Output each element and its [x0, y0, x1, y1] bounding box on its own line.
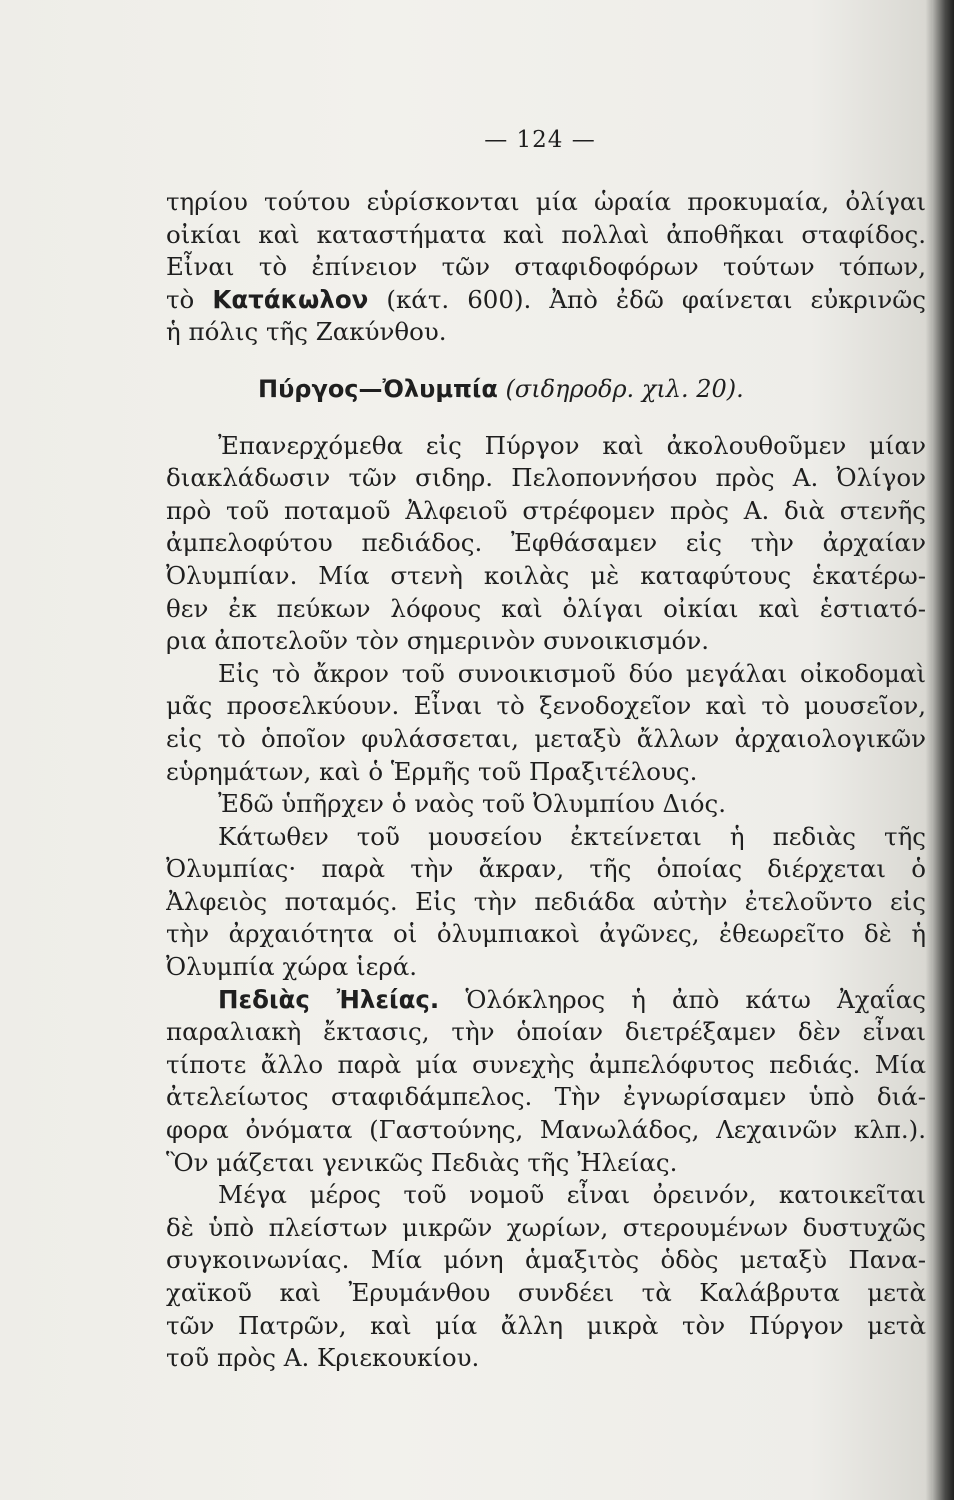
text-line: ἡ πόλις τῆς Ζακύνθου.: [166, 317, 447, 347]
text-line: τοῦ πρὸς Α. Κριεκουκίου.: [166, 1343, 480, 1373]
text-line: εὑρημάτων, καὶ ὁ Ἑρμῆς τοῦ Πραξιτέλους.: [166, 756, 698, 786]
text-line: Ἐδῶ ὑπῆρχεν ὁ ναὸς τοῦ Ὀλυμπίου Διός.: [218, 789, 727, 819]
text-line: Εἶναι τὸ ἐπίνειον τῶν σταφιδοφόρων τούτων τόπων,: [166, 252, 926, 282]
text-line-katakolo: [166, 284, 926, 317]
place-name-katakolo: Κατάκωλον: [212, 284, 369, 314]
text-line: Ὀλυμπία χώρα ἱερά.: [166, 952, 418, 982]
paragraph-nomos: [166, 1179, 926, 1375]
text-line: συγκοινωνίας. Μία μόνη ἁμαξιτὸς ὁδὸς μεταξὺ Πανα-: [166, 1245, 926, 1275]
text-line: τηρίου τούτου εὑρίσκονται μία ὡραία προκυμαία, ὀλίγαι: [166, 187, 926, 216]
text-line: Ἀλφειὸς ποταμός. Εἰς τὴν πεδιάδα αὐτὴν ἐτελοῦντο εἰς: [166, 886, 926, 916]
text-line: μᾶς προσελκύουν. Εἶναι τὸ ξενοδοχεῖον καὶ τὸ μουσεῖον,: [166, 691, 926, 721]
heading-title: Πύργος—Ὀλυμπία: [258, 374, 498, 403]
text-line-pedias: [166, 984, 926, 1017]
text-line: Μέγα μέρος τοῦ νομοῦ εἶναι ὀρεινόν, κατοικεῖται: [218, 1180, 926, 1210]
paragraph-museum: [166, 658, 926, 788]
section-run-in-heading: Πεδιὰς Ἠλείας.: [218, 984, 440, 1014]
paragraph-plain: [166, 821, 926, 984]
paragraph-temple: [166, 788, 926, 821]
paragraph-katakolo: [166, 186, 926, 349]
text-line: οἰκίαι καὶ καταστήματα καὶ πολλαὶ ἀποθῆκαι σταφίδος.: [166, 219, 926, 249]
paragraph-pedias-ileias: [166, 984, 926, 1180]
text-line: Ἐπανερχόμεθα εἰς Πύργον καὶ ἀκολουθοῦμεν μίαν: [218, 430, 926, 460]
text-fragment: (κάτ. 600). Ἀπὸ ἐδῶ φαίνεται εὐκρινῶς: [386, 284, 926, 314]
text-line: ἀμπελοφύτου πεδιάδος. Ἐφθάσαμεν εἰς τὴν ἀρχαίαν: [166, 528, 926, 558]
text-line: Ὀλυμπίαν. Μία στενὴ κοιλὰς μὲ καταφύτους ἑκατέρω-: [166, 560, 926, 590]
text-line: παραλιακὴ ἔκτασις, τὴν ὁποίαν διετρέξαμεν δὲν εἶναι: [166, 1017, 926, 1047]
text-line: δὲ ὑπὸ πλείστων μικρῶν χωρίων, στερουμένων δυστυχῶς: [166, 1212, 926, 1242]
text-line: θεν ἐκ πεύκων λόφους καὶ ὀλίγαι οἰκίαι καὶ ἑστιατό-: [166, 593, 926, 623]
paragraph-olympia: [166, 430, 926, 658]
text-line: τὴν ἀρχαιότητα οἱ ὀλυμπιακοὶ ἀγῶνες, ἐθεωρεῖτο δὲ ἡ: [166, 919, 926, 949]
text-line: τίποτε ἄλλο παρὰ μία συνεχὴς ἀμπελόφυτος πεδιάς. Μία: [166, 1049, 926, 1079]
text-fragment: τὸ: [166, 284, 195, 314]
text-line: Κάτωθεν τοῦ μουσείου ἐκτείνεται ἡ πεδιὰς τῆς: [218, 821, 926, 851]
page-body: [166, 186, 926, 1375]
text-line: τῶν Πατρῶν, καὶ μία ἄλλη μικρὰ τὸν Πύργον μετὰ: [166, 1310, 926, 1340]
text-line: πρὸ τοῦ ποταμοῦ Ἀλφειοῦ στρέφομεν πρὸς Α. διὰ στενῆς: [166, 495, 926, 525]
text-line: φορα ὀνόματα (Γαστούνης, Μανωλάδος, Λεχαινῶν κλπ.).: [166, 1115, 926, 1145]
text-line: Ὃν μάζεται γενικῶς Πεδιὰς τῆς Ἠλείας.: [166, 1147, 678, 1177]
page-number: — 124 —: [484, 127, 596, 153]
text-line: χαϊκοῦ καὶ Ἐρυμάνθου συνδέει τὰ Καλάβρυτα μετὰ: [166, 1278, 926, 1307]
section-heading-pyrgos-olympia: [166, 373, 926, 406]
text-line: Εἰς τὸ ἄκρον τοῦ συνοικισμοῦ δύο μεγάλαι οἰκοδομαὶ: [218, 658, 926, 688]
text-line: διακλάδωσιν τῶν σιδηρ. Πελοποννήσου πρὸς Α. Ὀλίγον: [166, 463, 926, 493]
text-line: Ὀλυμπίας· παρὰ τὴν ἄκραν, τῆς ὁποίας διέρχεται ὁ: [166, 854, 926, 884]
heading-subtitle: (σιδηροδρ. χιλ. 20).: [505, 374, 744, 403]
text-line: ἀτελείωτος σταφιδάμπελος. Τὴν ἐγνωρίσαμεν ὑπὸ διά-: [166, 1082, 926, 1112]
text-fragment: Ὁλόκληρος ἡ ἀπὸ κάτω Ἀχαΐας: [465, 984, 926, 1014]
page-edge-shadow: [932, 0, 954, 1500]
text-line: ρια ἀποτελοῦν τὸν σημερινὸν συνοικισμόν.: [166, 626, 710, 656]
text-line: εἰς τὸ ὁποῖον φυλάσσεται, μεταξὺ ἄλλων ἀρχαιολογικῶν: [166, 723, 926, 753]
